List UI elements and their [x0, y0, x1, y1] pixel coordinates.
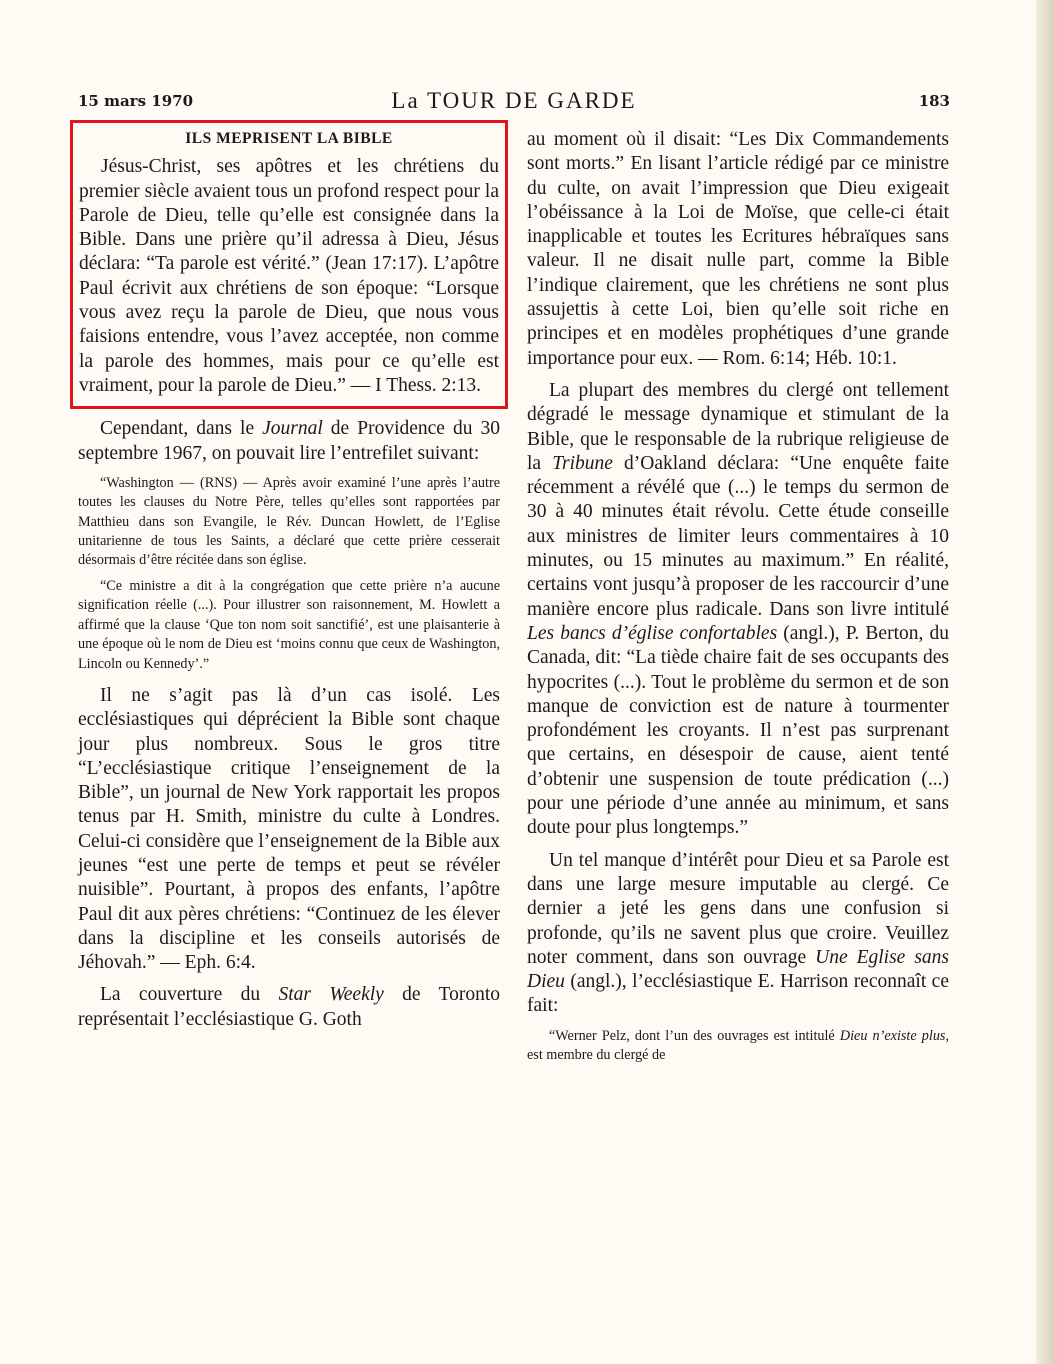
- block-quote: “Werner Pelz, dont l’un des ouvrages est intitulé Dieu n’existe plus, est membre du clergé de: [527, 1027, 949, 1064]
- issue-date: 15 mars 1970: [78, 92, 194, 110]
- paragraph: Un tel manque d’intérêt pour Dieu et sa Parole est dans une large mesure imputable au clergé. Ce dernier a jeté les gens dans une confusion si profonde, qu’ils ne savent plus que croire. Veuillez noter comment, dans son ouvrage Une Eglise sans Dieu (angl.), l’ecclésiastique E. Harrison reconnaît ce fait:: [527, 849, 950, 1017]
- quote-paragraph: “Ce ministre a dit à la congrégation que cette prière n’a aucune signification réelle (...). Pour illustrer son raisonnement, M. Howlett a affirmé que la clause ‘Que ton nom soit sanctifié’, est une plaisanterie à une époque où le nom de Dieu est ‘moins connu que ceux de Washington, Lincoln ou Kennedy’.”: [78, 577, 500, 672]
- highlighted-box: [70, 120, 508, 409]
- paragraph: La couverture du Star Weekly de Toronto représentait l’ecclésiastique G. Goth: [78, 984, 501, 1030]
- page-edge: [1036, 0, 1054, 1364]
- paragraph: Il ne s’agit pas là d’un cas isolé. Les ecclésiastiques qui déprécient la Bible sont chaque jour plus nombreux. Sous le gros titre “L’ecclésiastique critique l’enseignement de la Bible”, un journal de New York rapportait les propos tenus par H. Smith, ministre du culte à Londres. Celui-ci considère que l’enseignement de la Bible aux jeunes “est une perte de temps et peut se révéler nuisible”. Pourtant, à propos des enfants, l’apôtre Paul dit aux pères chrétiens: “Continuez de les élever dans la discipline et les conseils autorisés de Jéhovah.” — Eph. 6:4.: [78, 684, 500, 974]
- box-heading: ILS MEPRISENT LA BIBLE: [185, 130, 393, 147]
- paragraph: La plupart des membres du clergé ont tellement dégradé le message dynamique et stimulant de la Bible, que le responsable de la rubrique religieuse de la Tribune d’Oakland déclara: “Une enquête faite récemment a révélé que (...) le temps du sermon de 30 à 40 minutes était révolu. Cette étude conseille aux ministres de limiter leurs commentaires à 10 minutes, ou 15 minutes au maximum.” En réalité, certains vont jusqu’à proposer de les raccourcir d’une manière encore plus radicale. Dans son livre intitulé Les bancs d’église confortables (angl.), P. Berton, du Canada, dit: “La tiède chaire fait de ses occupants des hypocrites (...). Tout le problème du sermon et de son manque de conviction est de nature à tourmenter profondément les croyants. Il n’est pas surprenant que certains, en désespoir de cause, aient tenté d’obtenir une suspension de toute prédication (...) pour une période d’une année au minimum, et sans doute pour plus longtemps.”: [527, 379, 950, 839]
- right-column: [527, 128, 949, 1074]
- paragraph: Cependant, dans le Journal de Providence du 30 septembre 1967, on pouvait lire l’entrefilet suivant:: [78, 418, 500, 464]
- block-quote: [78, 474, 500, 674]
- quote-paragraph: “Washington — (RNS) — Après avoir examiné l’une après l’autre toutes les clauses du Notre Père, telles qu’elles sont rapportées par Matthieu dans son Evangile, le Rév. Duncan Howlett, de l’Eglise unitarienne de tous les Saints, a déclaré que cette prière cesserait désormais d’être récitée dans son église.: [78, 474, 500, 569]
- paragraph: au moment où il disait: “Les Dix Commandements sont morts.” En lisant l’article rédigé par ce ministre du culte, on avait l’impression que Dieu exigeait l’obéissance à la Loi de Moïse, que celle-ci était inapplicable et toutes les Ecritures hébraïques sans valeur. Il ne disait nulle part, comme la Bible l’indique clairement, que les chrétiens ne sont plus assujettis à cette Loi, bien qu’elle soit riche en principes et en modèles prophétiques d’une grande importance pour eux. — Rom. 6:14; Héb. 10:1.: [527, 129, 949, 369]
- box-paragraph: Jésus-Christ, ses apôtres et les chrétiens du premier siècle avaient tous un profond respect pour la Parole de Dieu, telle qu’elle est consignée dans la Bible. Dans une prière qu’il adressa à Dieu, Jésus déclara: “Ta parole est vérité.” (Jean 17:17). L’apôtre Paul écrivit aux chrétiens de son époque: “Lorsque vous avez reçu la parole de Dieu, que nous vous faisions entendre, vous l’avez acceptée, non comme la parole des hommes, mais pour ce qu’elle est vraiment, pour la parole de Dieu.” — I Thess. 2:13.: [79, 156, 499, 396]
- magazine-title: La TOUR DE GARDE: [391, 88, 637, 113]
- left-column: [78, 120, 500, 1040]
- running-header: [78, 90, 950, 118]
- page-number: 183: [918, 92, 950, 110]
